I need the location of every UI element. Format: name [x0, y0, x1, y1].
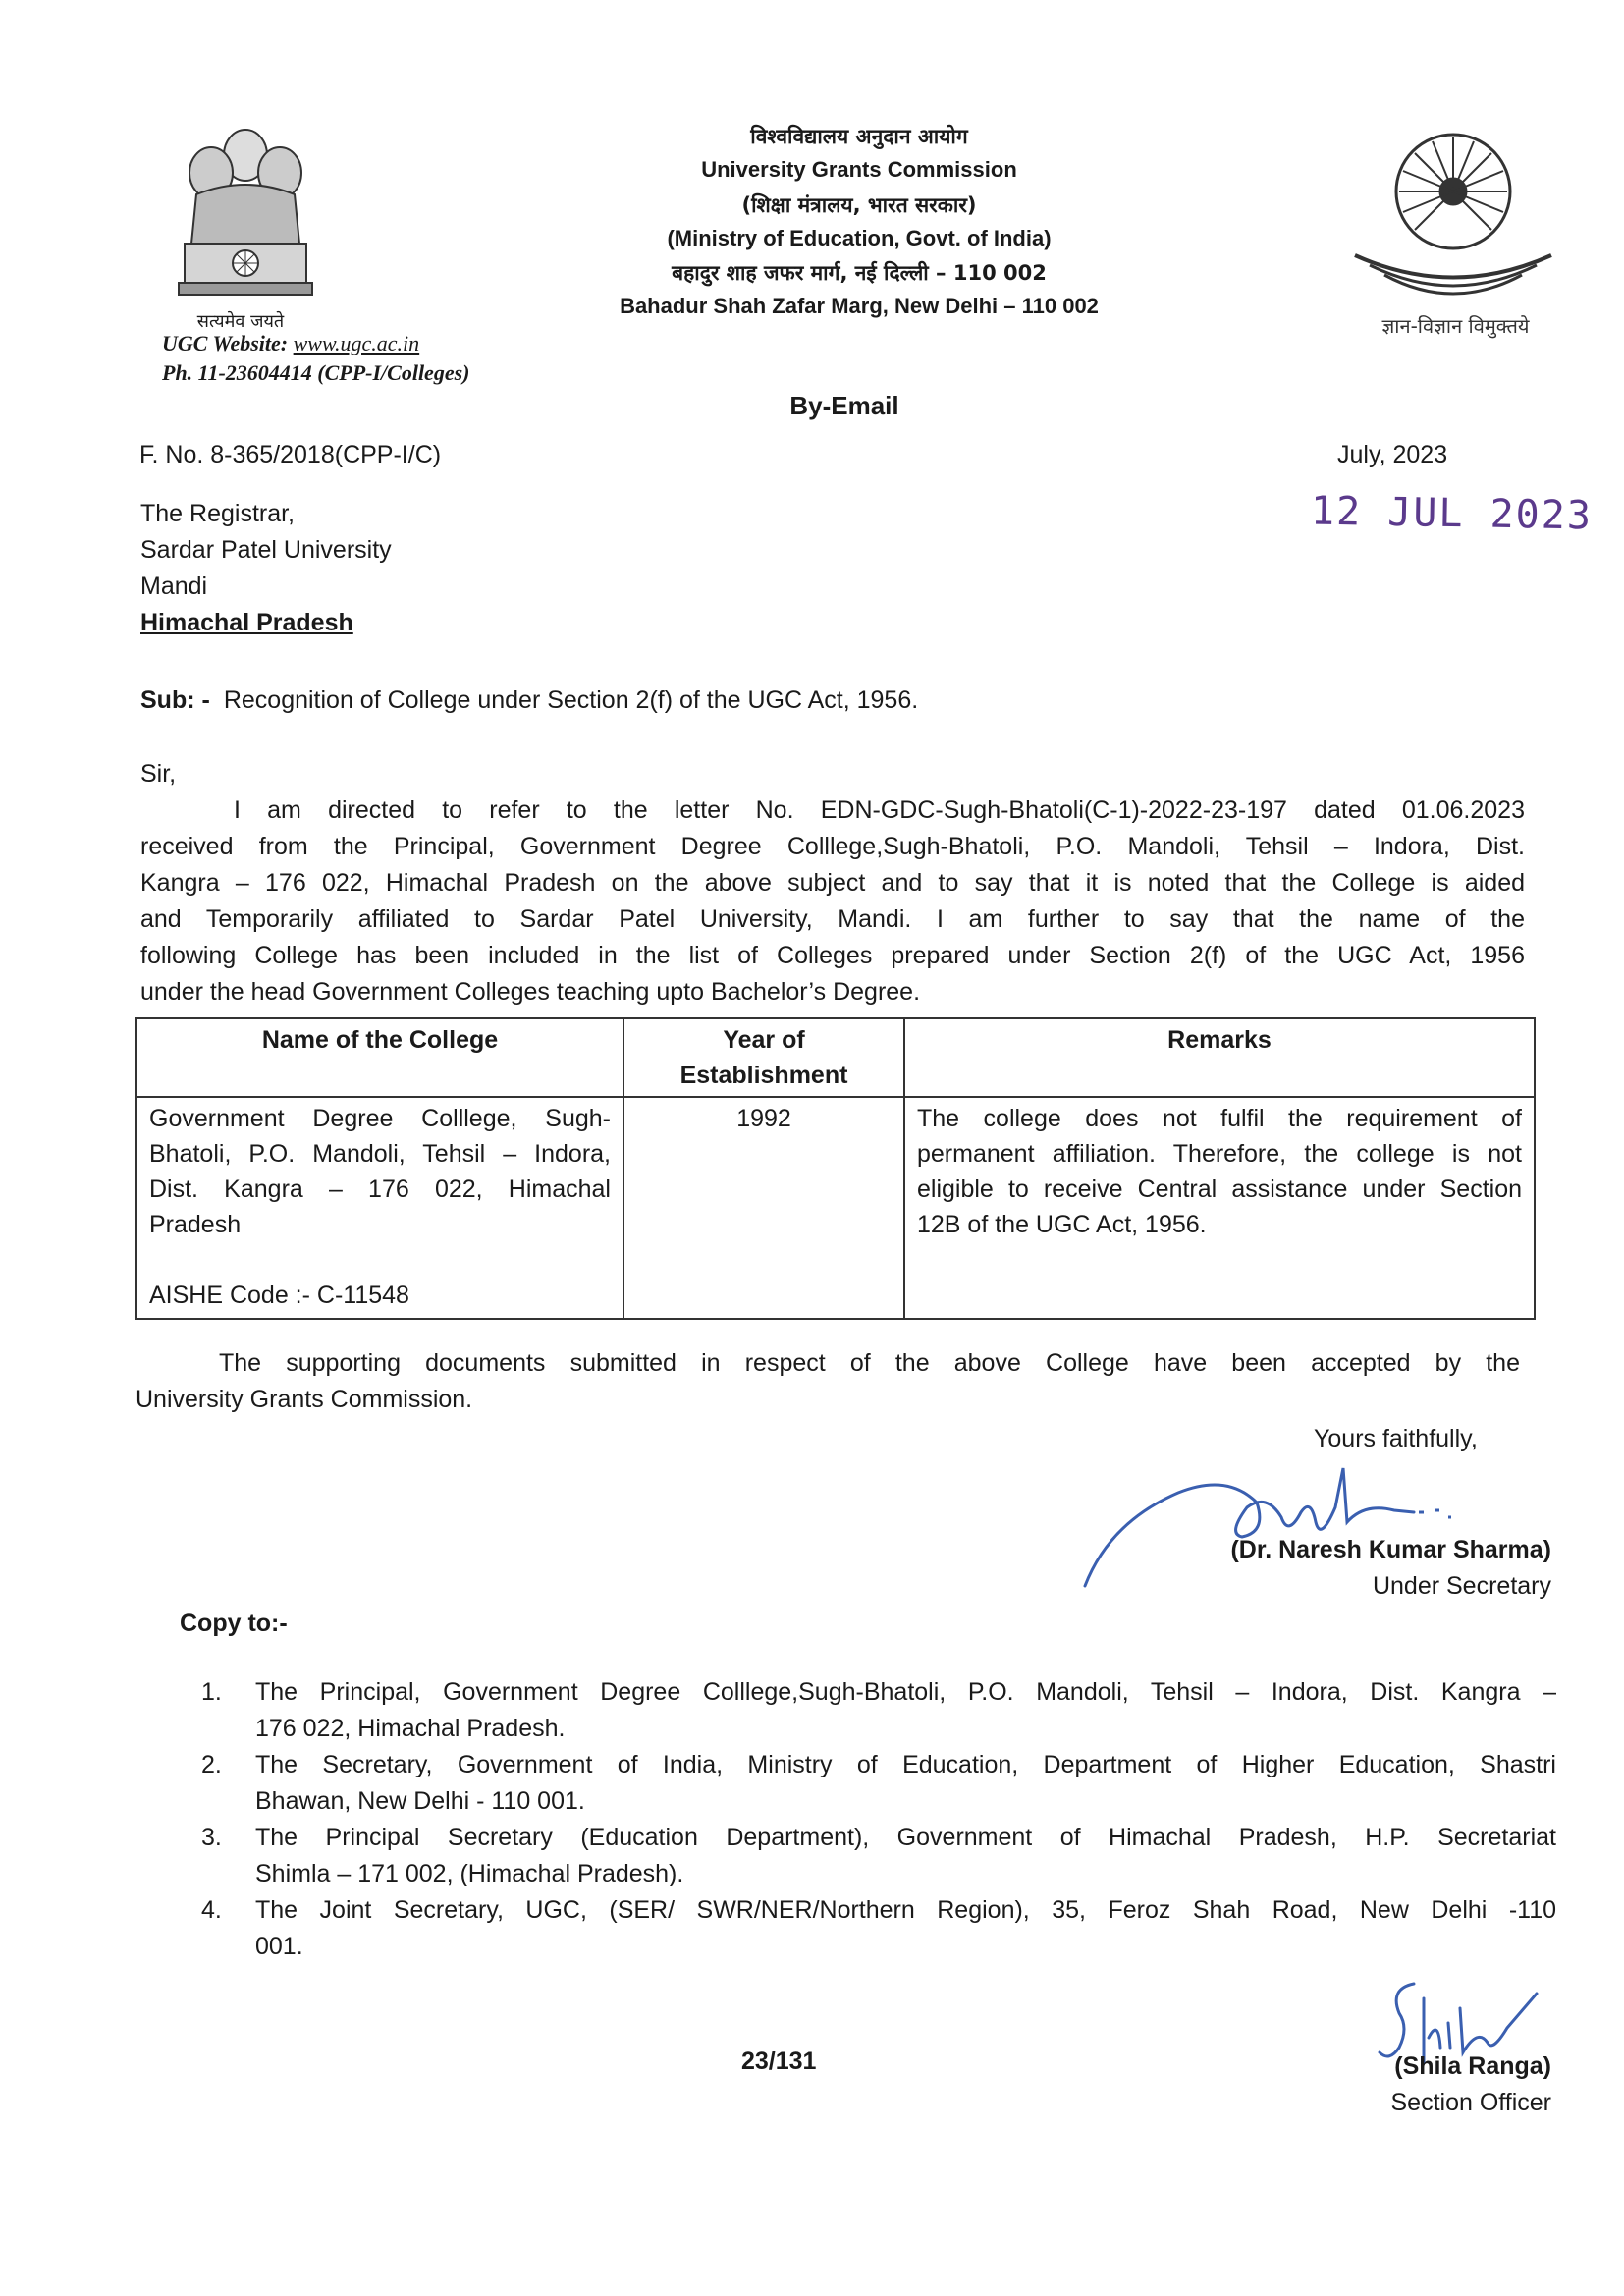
national-emblem-icon [157, 116, 334, 317]
page-number: 23/131 [741, 2048, 817, 2075]
list-line: Shimla – 171 002, (Himachal Pradesh). [255, 1860, 684, 1887]
website-label: UGC Website: [162, 331, 289, 355]
org-name: University Grants Commission [701, 157, 1017, 182]
list-number: 2. [201, 1751, 222, 1778]
salutation: Sir, [140, 760, 177, 788]
list-line: The Joint Secretary, UGC, (SER/ SWR/NER/Northern Region), 35, Feroz Shah Road, New Delhi -110 [255, 1896, 1556, 1924]
table-header-row [136, 1018, 1535, 1097]
list-line: The Principal Secretary (Education Department), Government of Himachal Pradesh, H.P. Secretariat [255, 1824, 1556, 1851]
recipient-line: The Registrar, [140, 500, 296, 527]
date-stamp: 12 JUL 2023 [1310, 488, 1594, 539]
letter-date: July, 2023 [1337, 441, 1448, 468]
body-paragraph [140, 793, 1525, 1011]
copy-to-list [201, 1674, 1556, 1965]
signer-title: Under Secretary [1372, 1572, 1551, 1600]
copy-to-label: Copy to:- [180, 1610, 288, 1637]
signer-name: (Dr. Naresh Kumar Sharma) [1230, 1536, 1551, 1563]
list-number: 1. [201, 1678, 222, 1706]
col-header-remarks: Remarks [904, 1018, 1535, 1097]
col-header-name: Name of the College [136, 1018, 623, 1097]
body-line: I am directed to refer to the letter No. EDN-GDC-Sugh-Bhatoli(C-1)-2022-23-197 dated 01.06.2023 [234, 796, 1525, 824]
ugc-logo-icon [1345, 118, 1561, 309]
file-number: F. No. 8-365/2018(CPP-I/C) [139, 441, 442, 468]
body-line: Kangra – 176 022, Himachal Pradesh on the above subject and to say that it is noted that the College is aided [140, 869, 1525, 897]
body-line: under the head Government Colleges teaching upto Bachelor’s Degree. [140, 978, 921, 1006]
body-line: following College has been included in the list of Colleges prepared under Section 2(f) of the UGC Act, 1956 [140, 942, 1525, 969]
cell-college-name [136, 1097, 623, 1319]
college-table [135, 1017, 1536, 1320]
supporting-docs-paragraph [135, 1345, 1520, 1418]
org-name-hindi: विश्वविद्यालय अनुदान आयोग [750, 125, 968, 148]
list-line: The Principal, Government Degree Colllege,Sugh-Bhatoli, P.O. Mandoli, Tehsil – Indora, Dist. Kangra – [255, 1678, 1556, 1706]
ministry-hindi: (शिक्षा मंत्रालय, भारत सरकार) [741, 193, 977, 217]
list-line: Bhawan, New Delhi - 110 001. [255, 1787, 585, 1815]
support-line: University Grants Commission. [135, 1386, 473, 1413]
list-item [201, 1892, 1556, 1965]
recipient-address [140, 496, 392, 641]
ministry: (Ministry of Education, Govt. of India) [667, 226, 1052, 250]
list-line: The Secretary, Government of India, Ministry of Education, Department of Higher Education, Shastri [255, 1751, 1556, 1778]
cell-remarks: The college does not fulfil the requirement of permanent affiliation. Therefore, the college is not eligible to receive Central assistance under Section 12B of the UGC Act, 1956. [904, 1097, 1535, 1319]
subject-line [140, 683, 918, 719]
emblem-motto: सत्यमेव जयते [196, 311, 285, 332]
aishe-code: AISHE Code :- C-11548 [149, 1282, 409, 1309]
college-name: Government Degree Colllege, Sugh-Bhatoli, P.O. Mandoli, Tehsil – Indora, Dist. Kangra – 176 022, Himachal Pradesh [149, 1105, 611, 1238]
website-link[interactable]: www.ugc.ac.in [293, 331, 420, 355]
list-item [201, 1820, 1556, 1892]
signer-section-officer [1276, 2049, 1551, 2121]
col-header-year: Year of Establishment [623, 1018, 904, 1097]
by-email-label: By-Email [789, 391, 899, 420]
body-line: received from the Principal, Government Degree Colllege,Sugh-Bhatoli, P.O. Mandoli, Tehsil – Indora, Dist. [140, 833, 1525, 860]
closing: Yours faithfully, [1314, 1425, 1478, 1452]
list-item [201, 1674, 1556, 1747]
list-line: 001. [255, 1933, 303, 1960]
signer-name: (Shila Ranga) [1394, 2052, 1551, 2080]
address-hindi: बहादुर शाह जफर मार्ग, नई दिल्ली – 110 002 [672, 261, 1047, 285]
list-number: 4. [201, 1896, 222, 1924]
subject-text: Recognition of College under Section 2(f) of the UGC Act, 1956. [223, 686, 919, 714]
signer-title: Section Officer [1390, 2089, 1551, 2116]
ugc-motto: ज्ञान-विज्ञान विमुक्तये [1381, 314, 1530, 338]
phone-number: Ph. 11-23604414 (CPP-I/Colleges) [162, 360, 470, 385]
body-line: and Temporarily affiliated to Sardar Patel University, Mandi. I am further to say that the name of the [140, 905, 1525, 933]
list-item [201, 1747, 1556, 1820]
table-row [136, 1097, 1535, 1319]
list-line: 176 022, Himachal Pradesh. [255, 1715, 566, 1742]
support-line: The supporting documents submitted in respect of the above College have been accepted by the [219, 1349, 1520, 1377]
recipient-state: Himachal Pradesh [140, 609, 353, 636]
list-number: 3. [201, 1824, 222, 1851]
signer-under-secretary [1178, 1532, 1551, 1605]
cell-year: 1992 [623, 1097, 904, 1319]
ugc-website [162, 331, 419, 356]
recipient-line: Sardar Patel University [140, 536, 392, 564]
subject-label: Sub: - [140, 686, 210, 714]
address: Bahadur Shah Zafar Marg, New Delhi – 110 002 [620, 294, 1099, 318]
recipient-line: Mandi [140, 573, 208, 600]
